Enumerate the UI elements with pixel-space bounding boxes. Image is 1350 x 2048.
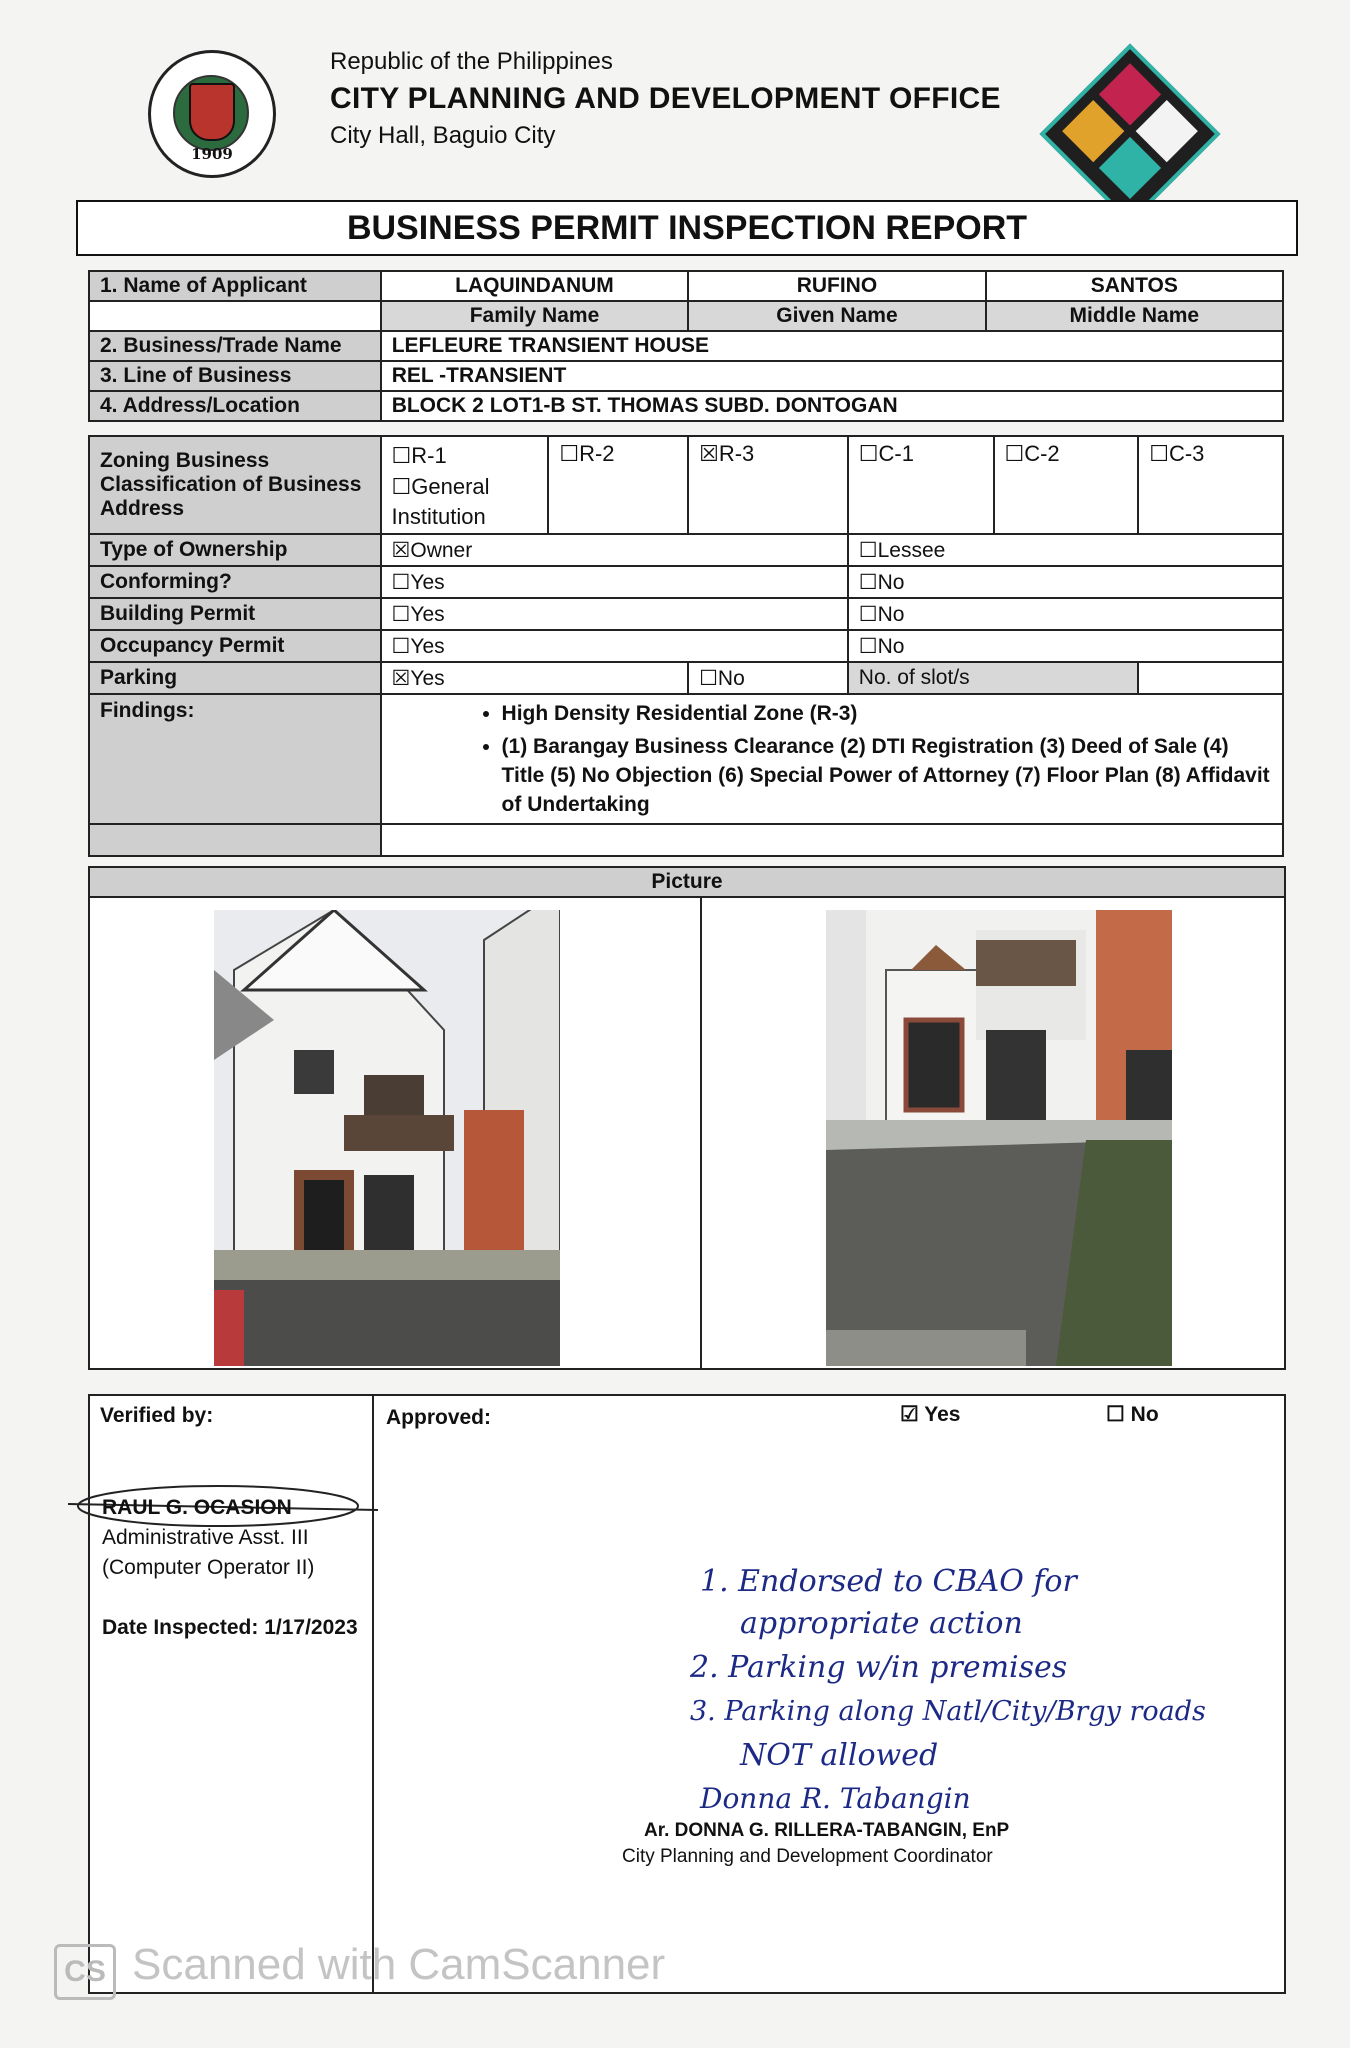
- house-yard-illustration: [826, 910, 1172, 1366]
- zoning-c2-checkbox[interactable]: ☐C-2: [1004, 441, 1060, 466]
- ownership-owner-checkbox[interactable]: ☒Owner: [381, 534, 848, 566]
- findings-label: Findings:: [89, 694, 381, 824]
- zoning-r2-cell: [548, 436, 688, 534]
- approver-title: City Planning and Development Coordinator: [622, 1846, 993, 1867]
- finding-item: • High Density Residential Zone (R-3): [502, 699, 1272, 728]
- handwritten-note-2: 2. Parking w/in premises: [690, 1650, 1068, 1685]
- verifier-title: Administrative Asst. III: [102, 1526, 309, 1549]
- zoning-r1-checkbox[interactable]: ☐R-1: [391, 443, 447, 468]
- zoning-r3-checkbox[interactable]: ☒R-3: [699, 441, 755, 466]
- picture-header: Picture: [90, 868, 1284, 898]
- parking-slots-value: [1138, 662, 1283, 694]
- verifier-role: (Computer Operator II): [102, 1556, 315, 1579]
- trade-name-label: 2. Business/Trade Name: [89, 331, 381, 361]
- zoning-c3-cell: [1138, 436, 1283, 534]
- applicant-table: [88, 270, 1284, 422]
- camscanner-badge: CS: [54, 1944, 116, 2000]
- seal-year: 1909: [191, 145, 233, 163]
- ownership-lessee-checkbox[interactable]: ☐Lessee: [848, 534, 1283, 566]
- given-name-value: RUFINO: [688, 271, 985, 301]
- middle-name-value: SANTOS: [986, 271, 1283, 301]
- house-front-photo: [214, 910, 560, 1366]
- zoning-general-institution-checkbox[interactable]: ☐General Institution: [391, 474, 490, 529]
- house-front-illustration: [214, 910, 560, 1366]
- header-office-name: CITY PLANNING AND DEVELOPMENT OFFICE: [330, 82, 1001, 115]
- middle-name-label: Middle Name: [986, 301, 1283, 331]
- family-name-value: LAQUINDANUM: [381, 271, 689, 301]
- approved-no-checkbox[interactable]: ☐ No: [1106, 1403, 1159, 1426]
- blank-row-label: [89, 824, 381, 856]
- applicant-name-label: 1. Name of Applicant: [89, 271, 381, 301]
- verifier-name: RAUL G. OCASION: [102, 1496, 292, 1519]
- zoning-c1-checkbox[interactable]: ☐C-1: [858, 441, 914, 466]
- approved-yes-checkbox[interactable]: ☑ Yes: [900, 1403, 961, 1426]
- picture-divider: [700, 896, 702, 1368]
- baguio-city-seal: [148, 50, 276, 178]
- parking-slots-label: No. of slot/s: [848, 662, 1138, 694]
- occupancy-permit-label: Occupancy Permit: [89, 630, 381, 662]
- camscanner-watermark: Scanned with CamScanner: [132, 1940, 666, 1989]
- parking-yes-checkbox[interactable]: ☒Yes: [381, 662, 689, 694]
- zoning-c3-checkbox[interactable]: ☐C-3: [1149, 441, 1205, 466]
- given-name-label: Given Name: [688, 301, 985, 331]
- handwritten-note-3: 3. Parking along Natl/City/Brgy roads: [690, 1696, 1206, 1727]
- handwritten-note-1-cont: appropriate action: [740, 1606, 1023, 1641]
- report-title: BUSINESS PERMIT INSPECTION REPORT: [76, 200, 1298, 256]
- header-republic: Republic of the Philippines: [330, 48, 613, 75]
- building-permit-no-checkbox[interactable]: ☐No: [848, 598, 1283, 630]
- cpdo-logo: [1039, 43, 1220, 224]
- blank-label-cell: [89, 301, 381, 331]
- seal-shield-icon: [189, 83, 235, 141]
- zoning-r1-cell: [381, 436, 549, 534]
- finding-item: • (1) Barangay Business Clearance (2) DTI Registration (3) Deed of Sale (4) Title (5) No Objection (6) Special Power of Attorney (7) Floor Plan (8) Affidavit of Undertaking: [502, 732, 1272, 819]
- ownership-label: Type of Ownership: [89, 534, 381, 566]
- date-inspected: Date Inspected: 1/17/2023: [102, 1616, 358, 1639]
- address-value: BLOCK 2 LOT1-B ST. THOMAS SUBD. DONTOGAN: [381, 391, 1283, 421]
- approved-label: Approved:: [386, 1406, 491, 1429]
- blank-row-value: [381, 824, 1283, 856]
- conforming-label: Conforming?: [89, 566, 381, 598]
- findings-list: [462, 699, 1272, 819]
- address-label: 4. Address/Location: [89, 391, 381, 421]
- line-of-business-value: REL -TRANSIENT: [381, 361, 1283, 391]
- approver-signature: Donna R. Tabangin: [700, 1782, 971, 1815]
- approver-name: Ar. DONNA G. RILLERA-TABANGIN, EnP: [644, 1820, 1010, 1841]
- building-permit-yes-checkbox[interactable]: ☐Yes: [381, 598, 848, 630]
- picture-section: [88, 866, 1286, 1370]
- header-address: City Hall, Baguio City: [330, 122, 556, 149]
- building-permit-label: Building Permit: [89, 598, 381, 630]
- zoning-r2-checkbox[interactable]: ☐R-2: [559, 441, 615, 466]
- occupancy-permit-no-checkbox[interactable]: ☐No: [848, 630, 1283, 662]
- parking-label: Parking: [89, 662, 381, 694]
- approval-section: [88, 1394, 1286, 1994]
- handwritten-note-1: 1. Endorsed to CBAO for: [700, 1564, 1077, 1599]
- zoning-table: [88, 435, 1284, 857]
- verified-by-label: Verified by:: [100, 1404, 214, 1427]
- conforming-no-checkbox[interactable]: ☐No: [848, 566, 1283, 598]
- zoning-c1-cell: [848, 436, 994, 534]
- occupancy-permit-yes-checkbox[interactable]: ☐Yes: [381, 630, 848, 662]
- zoning-r3-cell: [688, 436, 848, 534]
- handwritten-note-3-cont: NOT allowed: [740, 1738, 939, 1773]
- house-yard-photo: [826, 910, 1172, 1366]
- line-of-business-label: 3. Line of Business: [89, 361, 381, 391]
- conforming-yes-checkbox[interactable]: ☐Yes: [381, 566, 848, 598]
- zoning-c2-cell: [994, 436, 1139, 534]
- findings-cell: [381, 694, 1283, 824]
- zoning-label: Zoning Business Classification of Business Address: [89, 436, 381, 534]
- parking-no-checkbox[interactable]: ☐No: [688, 662, 848, 694]
- family-name-label: Family Name: [381, 301, 689, 331]
- trade-name-value: LEFLEURE TRANSIENT HOUSE: [381, 331, 1283, 361]
